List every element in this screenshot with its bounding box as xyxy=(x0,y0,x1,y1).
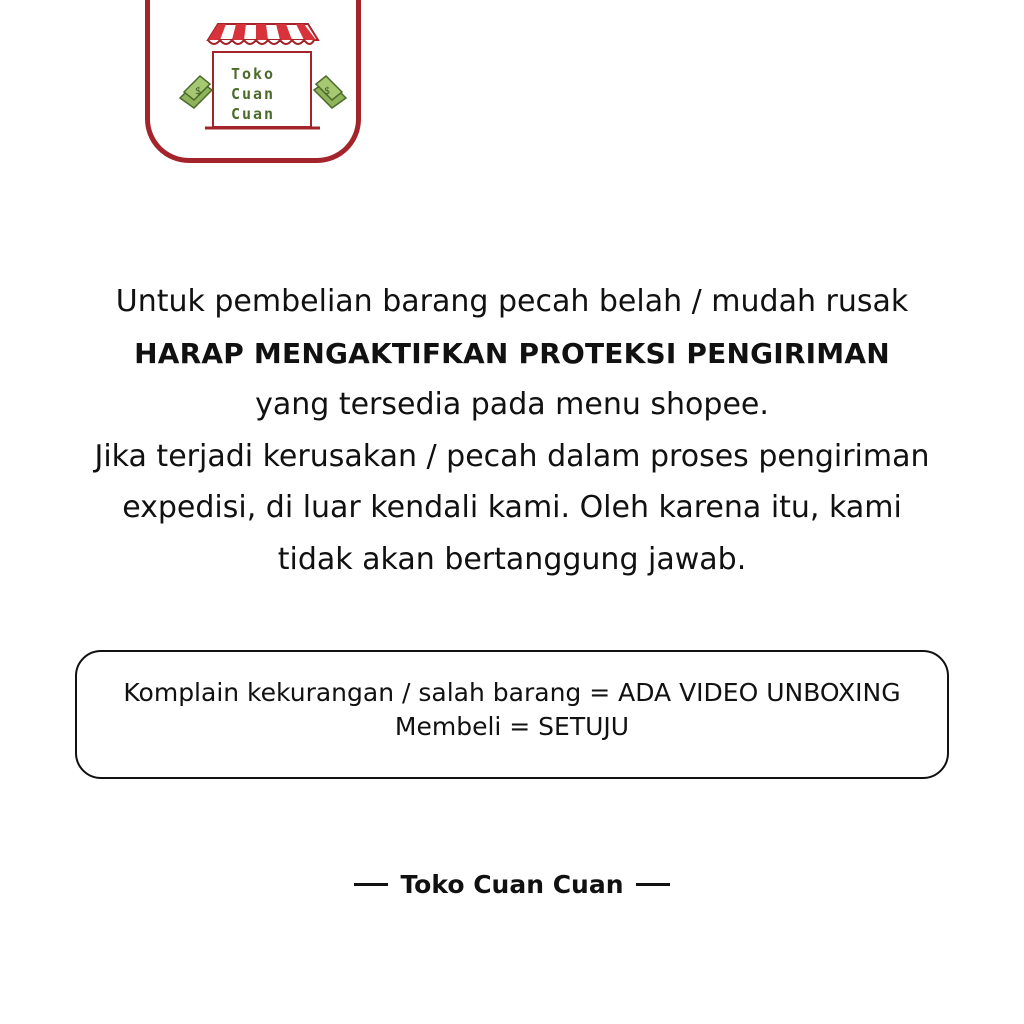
logo-text-line2: Cuan xyxy=(230,85,276,103)
svg-text:$: $ xyxy=(324,86,331,97)
notice-line-1: Untuk pembelian barang pecah belah / mudah rusak xyxy=(115,284,909,319)
logo-text-line1: Toko xyxy=(230,65,276,83)
notice-line-3: yang tersedia pada menu shopee. xyxy=(255,387,769,422)
notice-line-4: Jika terjadi kerusakan / pecah dalam proses pengiriman xyxy=(94,438,930,474)
signature-text: Toko Cuan Cuan xyxy=(400,870,624,899)
notice-line-6: tidak akan bertanggung jawab. xyxy=(277,541,747,577)
logo-text-line3: Cuan xyxy=(230,105,276,123)
notice-line-2-emphasis: HARAP MENGAKTIFKAN PROTEKSI PENGIRIMAN xyxy=(134,336,890,370)
awning xyxy=(208,24,318,44)
logo-card xyxy=(145,0,361,163)
notice-text xyxy=(40,276,984,585)
rules-box xyxy=(75,650,949,779)
notice-line-5: expedisi, di luar kendali kami. Oleh karena itu, kami xyxy=(122,490,902,525)
signature-dash-right xyxy=(636,883,670,886)
rules-line-2: Membeli = SETUJU xyxy=(394,712,630,741)
signature-dash-left xyxy=(354,883,388,886)
signature xyxy=(0,867,1024,903)
svg-text:$: $ xyxy=(195,86,202,97)
rules-line-1: Komplain kekurangan / salah barang = ADA VIDEO UNBOXING xyxy=(123,678,901,707)
